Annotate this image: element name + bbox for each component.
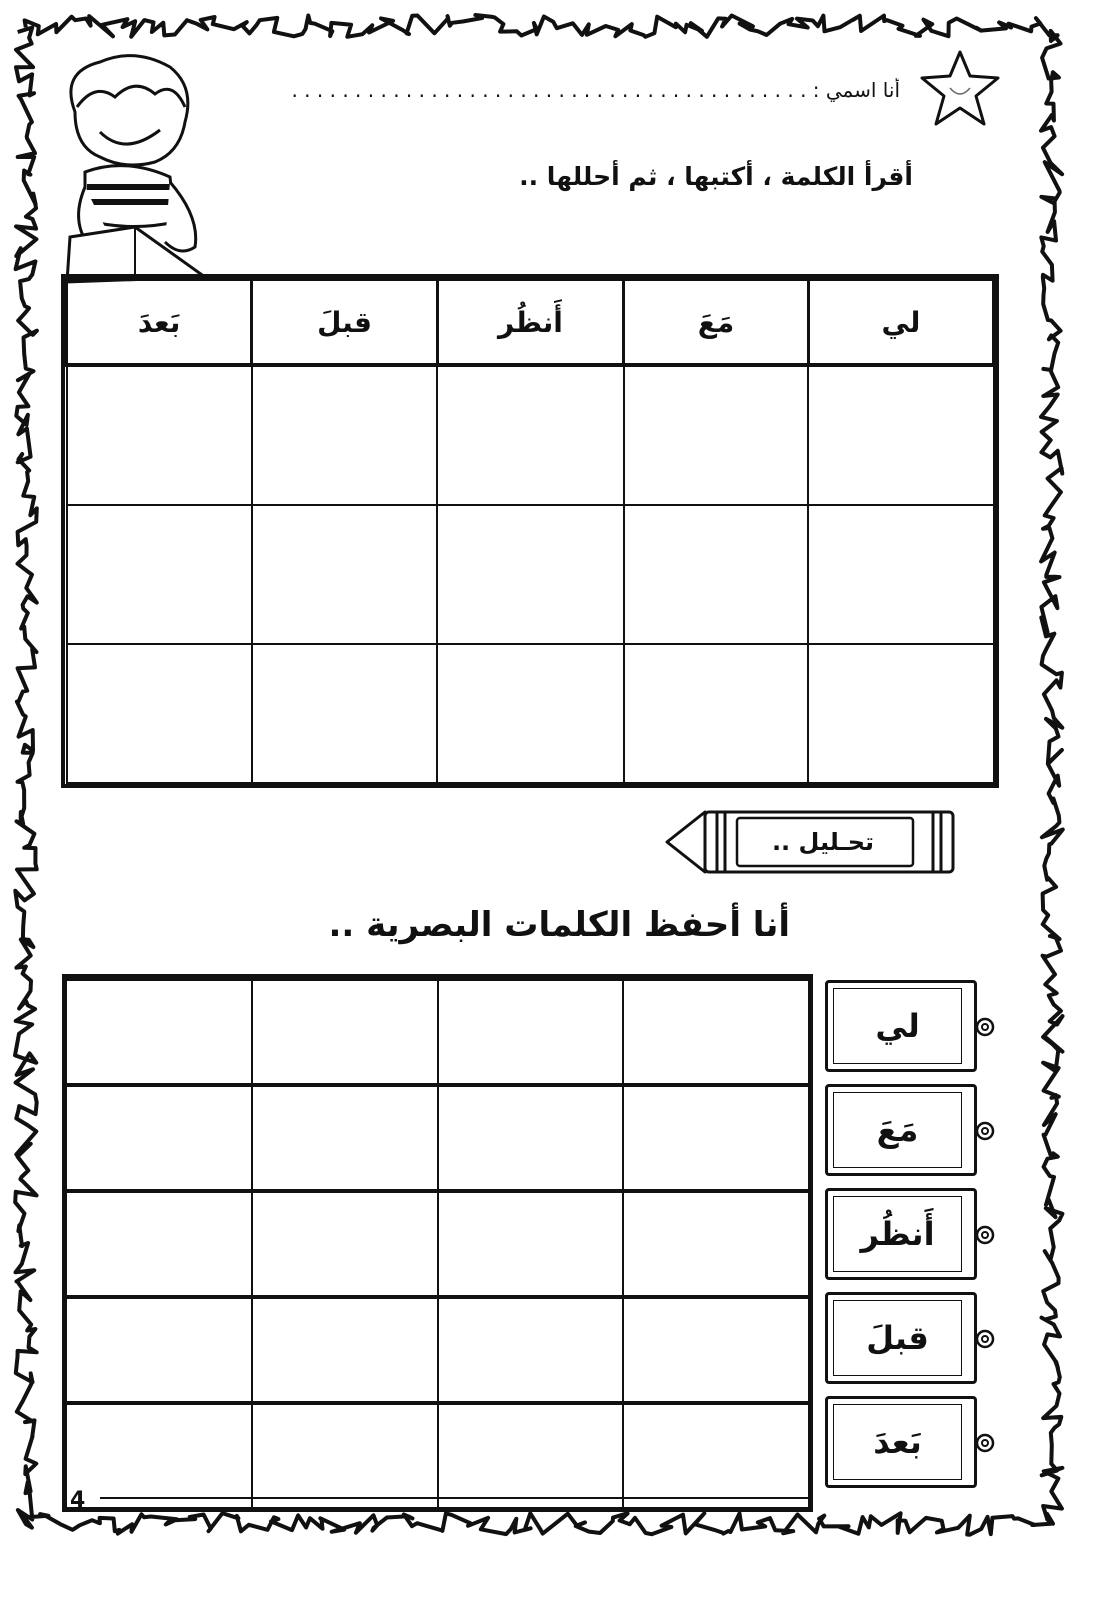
header-cell: بَعدَ [67, 280, 252, 366]
memorize-title: أنا أحفظ الكلمات البصرية .. [328, 905, 790, 945]
clip-ring-icon [974, 1016, 996, 1038]
clip-ring-icon [974, 1328, 996, 1350]
page-number: 4 [70, 1488, 86, 1513]
write-cell[interactable] [252, 979, 438, 1085]
write-cell[interactable] [808, 505, 993, 644]
header-cell: مَعَ [624, 280, 809, 366]
write-cell[interactable] [623, 979, 809, 1085]
write-cell[interactable] [67, 365, 252, 505]
word-card-text: مَعَ [833, 1092, 962, 1168]
clip-ring-icon [974, 1432, 996, 1454]
write-cell[interactable] [67, 644, 252, 783]
write-cell[interactable] [623, 1297, 809, 1403]
writing-practice-grid [65, 977, 810, 1509]
write-cell[interactable] [438, 1085, 624, 1191]
write-cell[interactable] [623, 1403, 809, 1508]
write-cell[interactable] [252, 505, 438, 644]
write-cell[interactable] [437, 505, 623, 644]
write-cell[interactable] [66, 1297, 252, 1403]
write-cell[interactable] [66, 979, 252, 1085]
write-cell[interactable] [66, 1403, 252, 1508]
star-face-icon [918, 48, 1002, 130]
write-cell[interactable] [252, 365, 438, 505]
word-card [825, 1292, 977, 1384]
write-cell[interactable] [252, 644, 438, 783]
word-card-text: قبلَ [833, 1300, 962, 1376]
word-card [825, 1084, 977, 1176]
write-cell[interactable] [438, 1191, 624, 1297]
write-cell[interactable] [808, 365, 993, 505]
write-cell[interactable] [623, 1085, 809, 1191]
word-card [825, 1396, 977, 1488]
write-cell[interactable] [66, 1191, 252, 1297]
write-cell[interactable] [624, 644, 809, 783]
analysis-label: تحـليل .. [771, 828, 875, 856]
header-cell: لي [808, 280, 993, 366]
write-cell[interactable] [67, 505, 252, 644]
write-cell[interactable] [252, 1403, 438, 1508]
write-cell[interactable] [66, 1085, 252, 1191]
write-cell[interactable] [437, 644, 623, 783]
word-card [825, 1188, 977, 1280]
boy-reading-illustration [55, 52, 215, 287]
write-cell[interactable] [623, 1191, 809, 1297]
header-cell: قبلَ [252, 280, 438, 366]
footer-divider [100, 1497, 810, 1499]
words-analysis-table [65, 278, 995, 784]
clip-ring-icon [974, 1120, 996, 1142]
student-name-field[interactable]: أنا اسمي : . . . . . . . . . . . . . . . . . . . . . . . . . . . . . . . . . . . . . . . . . [291, 78, 900, 102]
write-cell[interactable] [808, 644, 993, 783]
header-cell: أَنظُر [437, 280, 623, 366]
word-card-text: لي [833, 988, 962, 1064]
write-cell[interactable] [438, 1297, 624, 1403]
word-card-text: أَنظُر [833, 1196, 962, 1272]
word-card [825, 980, 977, 1072]
write-cell[interactable] [252, 1191, 438, 1297]
write-cell[interactable] [252, 1085, 438, 1191]
write-cell[interactable] [437, 365, 623, 505]
write-cell[interactable] [624, 365, 809, 505]
clip-ring-icon [974, 1224, 996, 1246]
write-cell[interactable] [438, 979, 624, 1085]
word-card-text: بَعدَ [833, 1404, 962, 1480]
write-cell[interactable] [252, 1297, 438, 1403]
write-cell[interactable] [438, 1403, 624, 1508]
write-cell[interactable] [624, 505, 809, 644]
instruction-text: أقرأ الكلمة ، أكتبها ، ثم أحللها .. [519, 162, 913, 191]
